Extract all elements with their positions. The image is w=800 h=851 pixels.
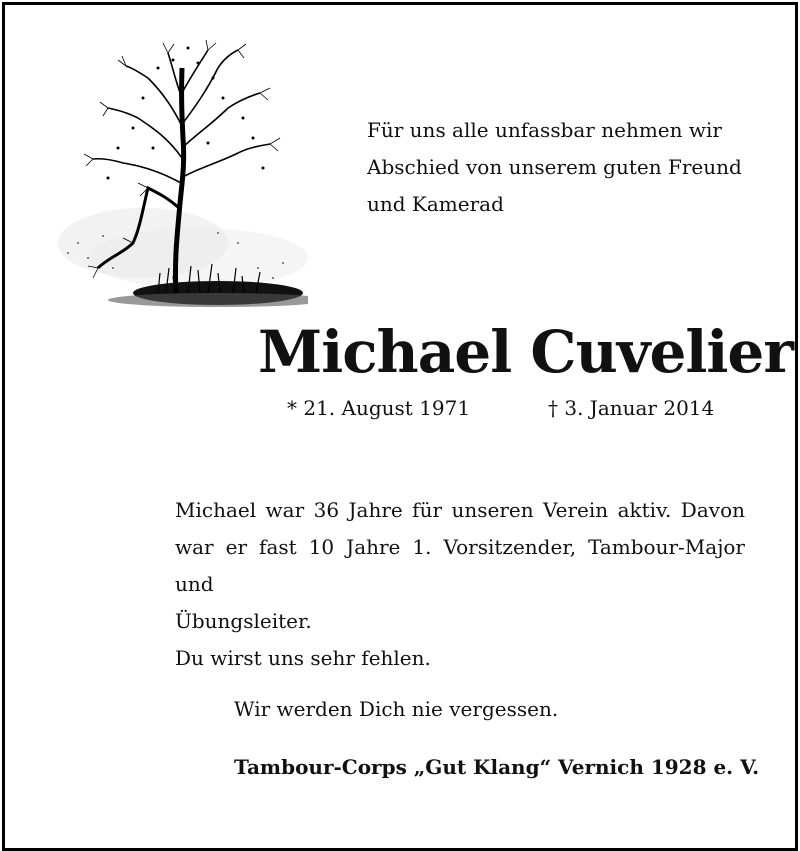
tribute-line: war er fast 10 Jahre 1. Vorsitzender, Tambour-Major und bbox=[175, 535, 745, 596]
intro-line: Für uns alle unfassbar nehmen wir bbox=[367, 118, 722, 142]
intro-line: und Kamerad bbox=[367, 192, 504, 216]
deceased-name: Michael Cuvelier bbox=[258, 318, 793, 386]
tribute-text bbox=[175, 492, 745, 677]
intro-text bbox=[367, 112, 745, 223]
birth-date: * 21. August 1971 bbox=[287, 396, 471, 420]
tribute-line: Michael war 36 Jahre für unseren Verein aktiv. Davon bbox=[175, 498, 745, 522]
signature-line: Tambour-Corps „Gut Klang“ Vernich 1928 e. V. bbox=[234, 755, 760, 779]
tribute-line: Du wirst uns sehr fehlen. bbox=[175, 646, 431, 670]
death-date: † 3. Januar 2014 bbox=[548, 396, 715, 420]
intro-line: Abschied von unserem guten Freund bbox=[367, 155, 742, 179]
bare-tree-illustration bbox=[48, 38, 308, 328]
farewell-line: Wir werden Dich nie vergessen. bbox=[234, 697, 559, 721]
tribute-line: Übungsleiter. bbox=[175, 609, 312, 633]
